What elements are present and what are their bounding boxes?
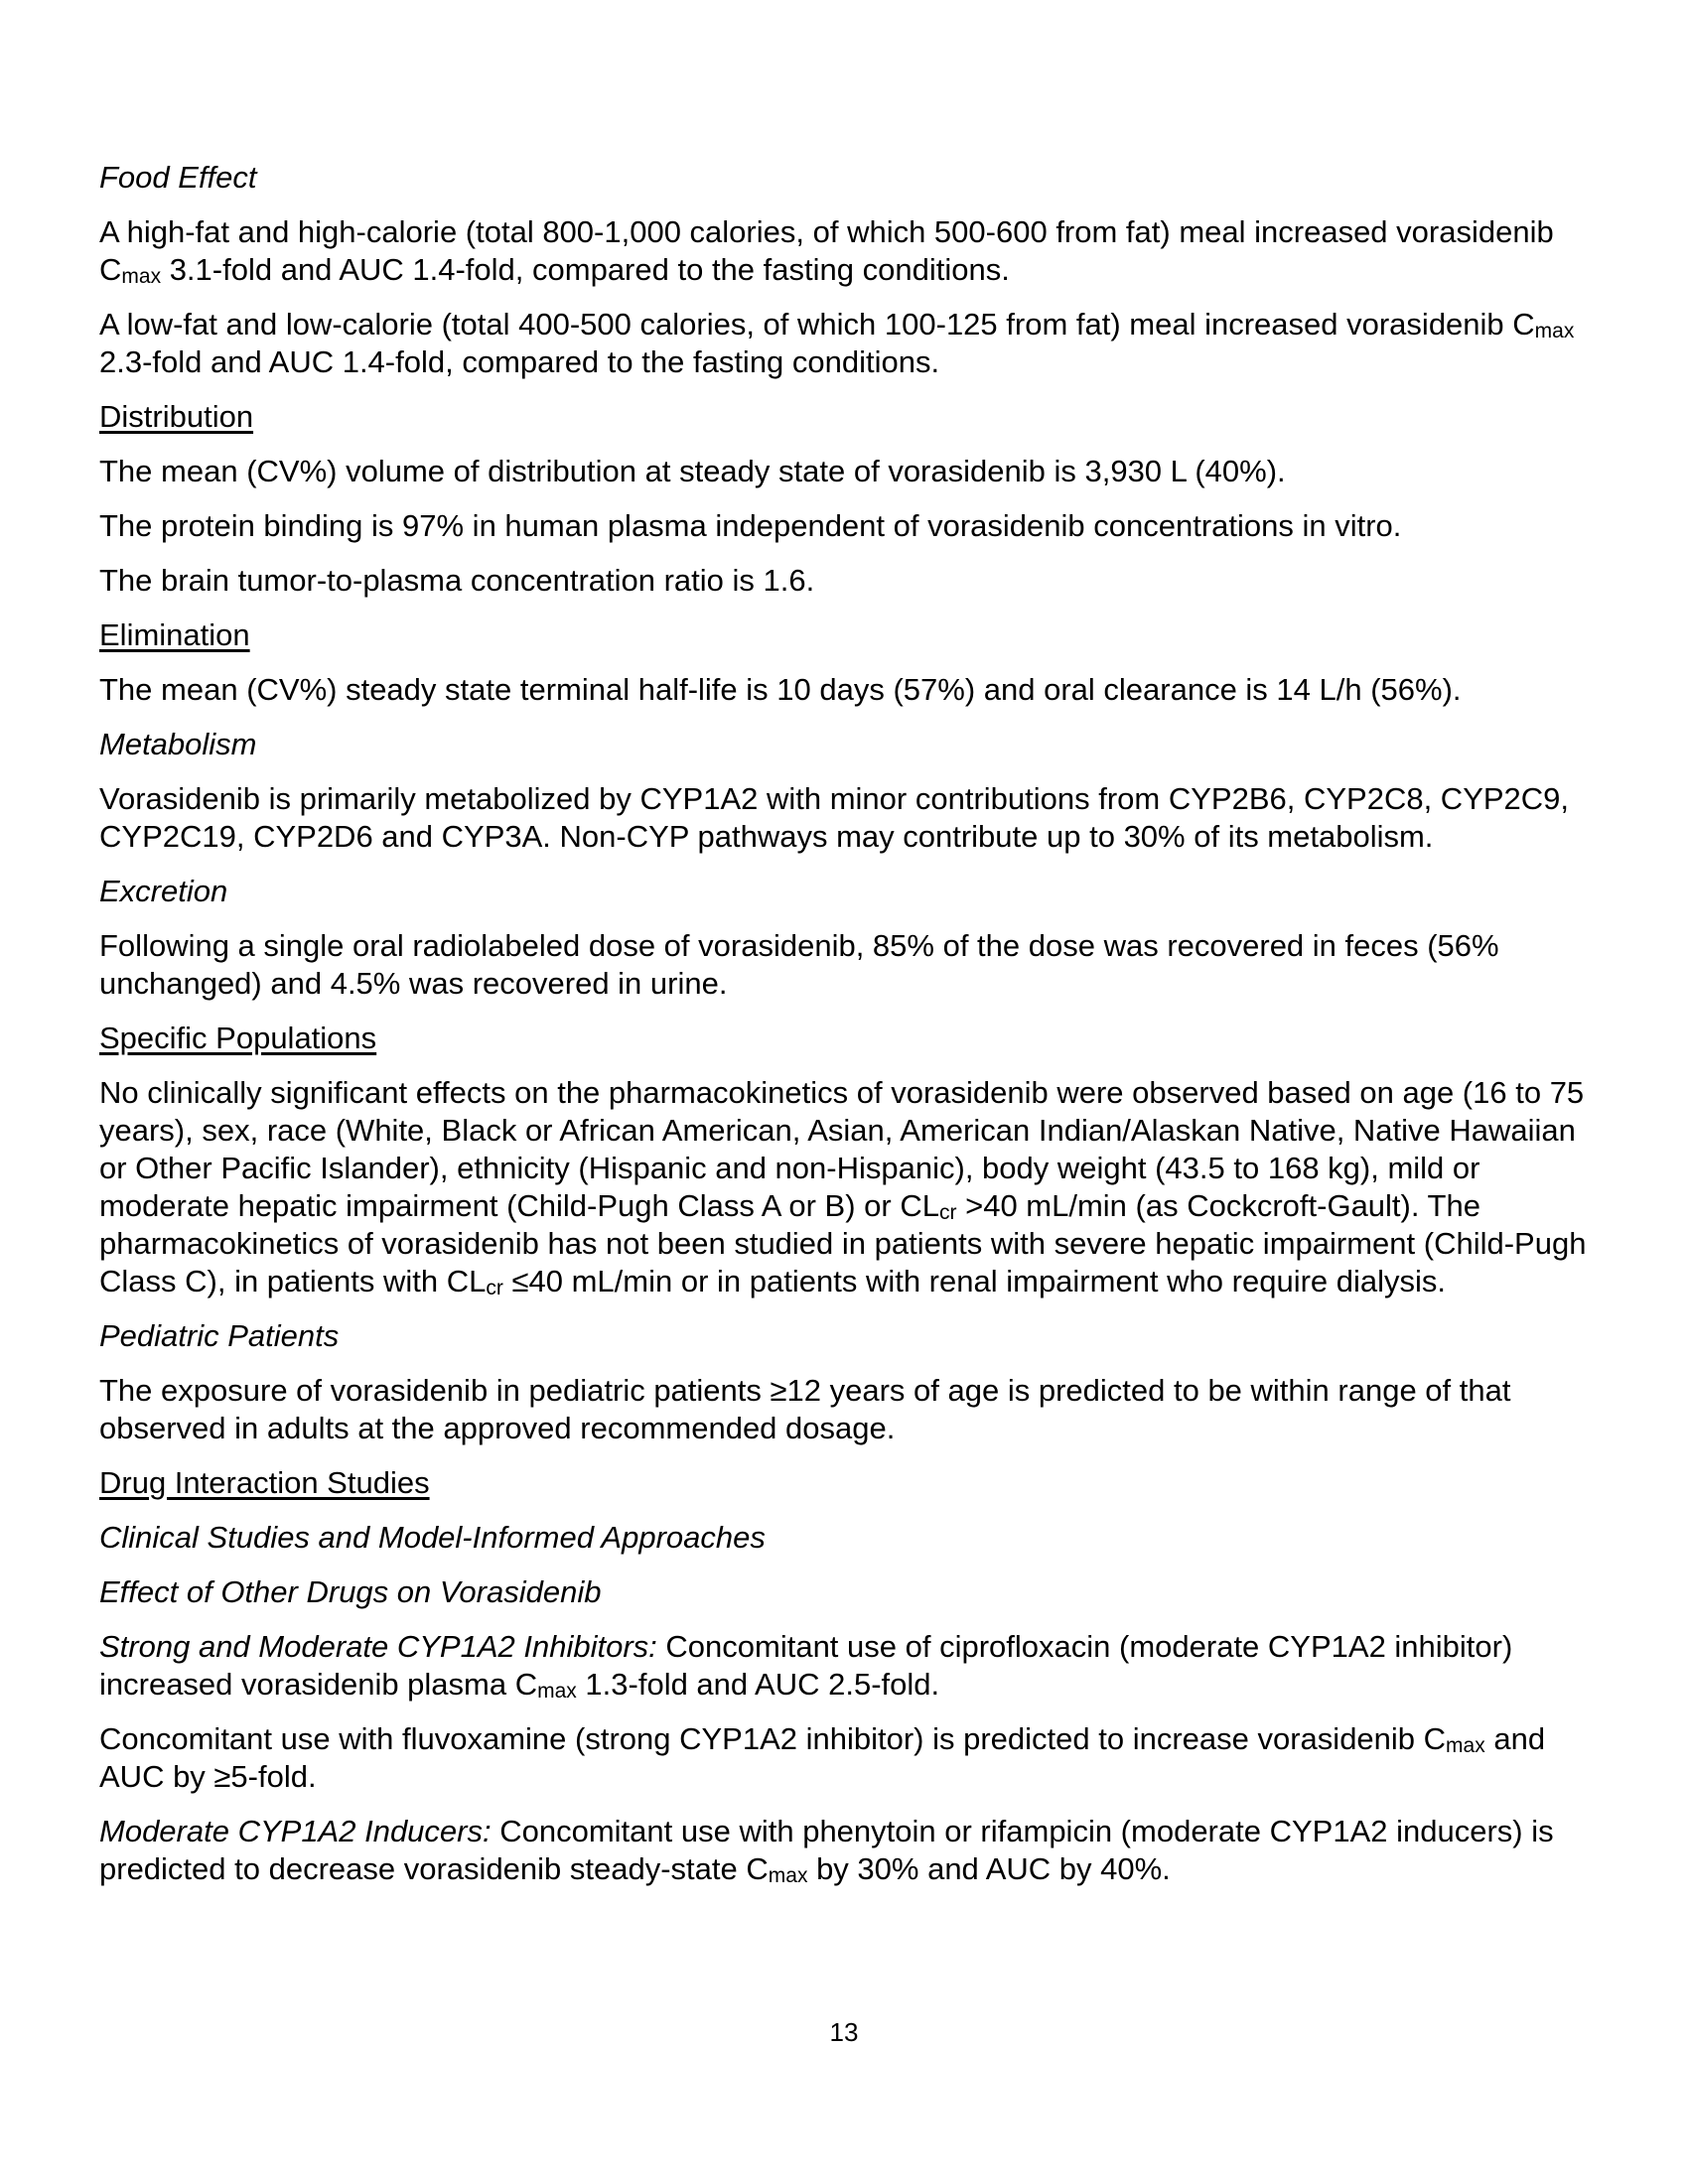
text-segment: A low-fat and low-calorie (total 400-500 calories, of which 100-125 from fat) meal increased vorasidenib C (99, 307, 1535, 341)
text-segment: Concomitant use with phenytoin or rifampicin (moderate CYP1A2 inducers) is predicted to decrease vorasidenib steady-state C (99, 1814, 1554, 1886)
subscript-cr: cr (486, 1277, 503, 1299)
paragraph-cyp1a2-inhibitors (99, 1628, 1609, 1704)
paragraph-protein-binding: The protein binding is 97% in human plasma independent of vorasidenib concentrations in vitro. (99, 508, 1402, 543)
paragraph-fluvoxamine (99, 1720, 1609, 1796)
heading-food-effect: Food Effect (99, 160, 257, 195)
subscript-max: max (768, 1864, 808, 1887)
text-segment: and AUC by ≥5-fold. (99, 1721, 1546, 1794)
heading-text: Drug Interaction Studies (99, 1465, 430, 1500)
paragraph-metabolism: Vorasidenib is primarily metabolized by CYP1A2 with minor contributions from CYP2B6, CYP2C8, CYP2C9, CYP2C19, CYP2D6 and CYP3A. Non-CYP pathways may contribute up to 30% of its metabolism. (99, 781, 1570, 854)
text-segment: 2.3-fold and AUC 1.4-fold, compared to the fasting conditions. (99, 344, 940, 379)
document-body (99, 159, 1609, 1905)
heading-specific-populations (99, 1020, 1609, 1057)
heading-excretion: Excretion (99, 874, 228, 908)
heading-elimination (99, 616, 1609, 654)
paragraph-half-life: The mean (CV%) steady state terminal half-life is 10 days (57%) and oral clearance is 14 L/h (56%). (99, 672, 1462, 707)
paragraph-volume-distribution: The mean (CV%) volume of distribution at steady state of vorasidenib is 3,930 L (40%). (99, 454, 1286, 488)
text-segment: No clinically significant effects on the pharmacokinetics of vorasidenib were observed based on age (16 to 75 years), sex, race (White, Black or African American, Asian, American Indian/Alaskan Native, Native Hawaiian or Other Pacific Islander), ethnicity (Hispanic and non-Hispanic), body weight (43.5 to 168 kg), mild or moderate hepatic impairment (Child-Pugh Class A or B) or CL (99, 1075, 1585, 1223)
heading-effect-other-drugs: Effect of Other Drugs on Vorasidenib (99, 1574, 602, 1609)
heading-distribution (99, 398, 1609, 436)
paragraph-pediatric: The exposure of vorasidenib in pediatric patients ≥12 years of age is predicted to be within range of that observed in adults at the approved recommended dosage. (99, 1373, 1511, 1445)
subscript-max: max (537, 1680, 577, 1703)
paragraph-brain-ratio: The brain tumor-to-plasma concentration ratio is 1.6. (99, 563, 815, 598)
text-segment: A high-fat and high-calorie (total 800-1,000 calories, of which 500-600 from fat) meal increased vorasidenib C (99, 214, 1554, 287)
heading-text: Elimination (99, 617, 250, 652)
heading-text: Distribution (99, 399, 254, 434)
paragraph-specific-populations (99, 1074, 1609, 1300)
heading-clinical-studies: Clinical Studies and Model-Informed Approaches (99, 1520, 766, 1555)
paragraph-cyp1a2-inducers (99, 1813, 1609, 1888)
subscript-cr: cr (938, 1201, 957, 1224)
heading-metabolism: Metabolism (99, 727, 257, 761)
heading-pediatric-patients: Pediatric Patients (99, 1318, 340, 1353)
inline-label: Strong and Moderate CYP1A2 Inhibitors: (99, 1629, 657, 1664)
page-number: 13 (829, 2017, 859, 2047)
paragraph-low-fat-meal (99, 306, 1609, 381)
subscript-max: max (1534, 320, 1575, 342)
text-segment: 3.1-fold and AUC 1.4-fold, compared to the fasting conditions. (161, 252, 1010, 287)
text-segment: Concomitant use with fluvoxamine (strong CYP1A2 inhibitor) is predicted to increase vorasidenib C (99, 1721, 1447, 1756)
text-segment: 1.3-fold and AUC 2.5-fold. (576, 1667, 940, 1702)
subscript-max: max (1446, 1734, 1485, 1757)
heading-text: Specific Populations (99, 1021, 377, 1055)
text-segment: >40 mL/min (as Cockcroft-Gault). The pharmacokinetics of vorasidenib has not been studied in patients with severe hepatic impairment (Child-Pugh Class C), in patients with CL (99, 1188, 1587, 1298)
paragraph-excretion: Following a single oral radiolabeled dose of vorasidenib, 85% of the dose was recovered in feces (56% unchanged) and 4.5% was recovered in urine. (99, 928, 1499, 1001)
text-segment: by 30% and AUC by 40%. (807, 1851, 1171, 1886)
text-segment: ≤40 mL/min or in patients with renal impairment who require dialysis. (502, 1264, 1447, 1298)
inline-label: Moderate CYP1A2 Inducers: (99, 1814, 492, 1848)
heading-drug-interaction-studies (99, 1464, 1609, 1502)
subscript-max: max (121, 265, 162, 288)
text-segment: Concomitant use of ciprofloxacin (moderate CYP1A2 inhibitor) increased vorasidenib plasma C (99, 1629, 1513, 1702)
paragraph-high-fat-meal (99, 213, 1609, 289)
